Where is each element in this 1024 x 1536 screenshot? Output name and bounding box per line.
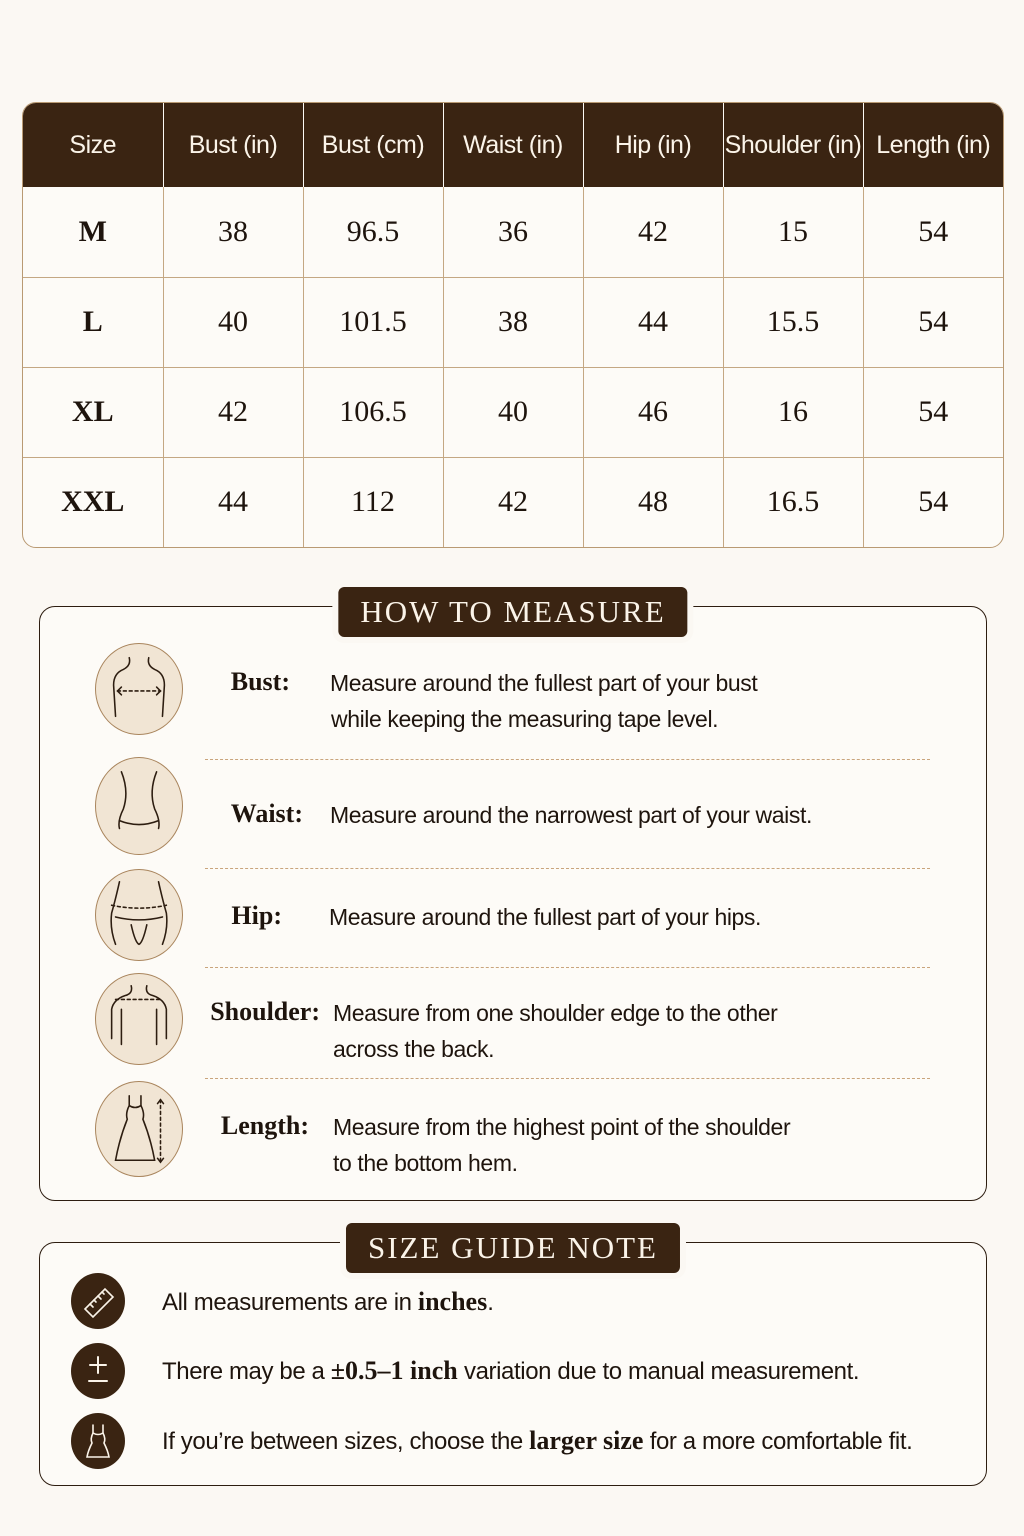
- table-header-row: [23, 103, 1003, 187]
- note-text-part: variation due to manual measurement.: [457, 1358, 860, 1385]
- cell-bust-in: 42: [163, 367, 303, 457]
- measure-text-shoulder-line1: Measure from one shoulder edge to the other: [333, 1000, 778, 1026]
- cell-hip-in: 46: [583, 367, 723, 457]
- note-text-part: All measurements are in: [162, 1289, 418, 1316]
- size-guide-note-title: SIZE GUIDE NOTE: [346, 1223, 680, 1273]
- cell-hip-in: 42: [583, 187, 723, 277]
- cell-shoulder-in: 15: [723, 187, 863, 277]
- measure-divider: [205, 967, 930, 968]
- measure-label-hip: Hip:: [231, 901, 282, 930]
- table-row: [23, 187, 1003, 277]
- cell-length-in: 54: [863, 367, 1003, 457]
- note-text-bold: inches: [417, 1287, 488, 1316]
- cell-bust-in: 40: [163, 277, 303, 367]
- measure-label-waist: Waist:: [230, 799, 303, 828]
- note-text-part: .: [487, 1289, 494, 1316]
- note-text-variation: [162, 1354, 859, 1389]
- size-guide-note-section: [39, 1230, 987, 1486]
- cell-waist-in: 40: [443, 367, 583, 457]
- measure-text-hip-line1: Measure around the fullest part of your hips.: [329, 904, 762, 930]
- note-text-part: There may be a: [162, 1358, 331, 1385]
- measure-divider: [205, 868, 930, 869]
- plus-minus-icon: [71, 1343, 125, 1399]
- note-text-part: for a more comfortable fit.: [643, 1428, 913, 1455]
- cell-waist-in: 38: [443, 277, 583, 367]
- how-to-measure-section: [39, 594, 987, 1201]
- measure-divider: [205, 1078, 930, 1079]
- measure-text-waist-line1: Measure around the narrowest part of your waist.: [330, 802, 812, 828]
- measure-label-bust: Bust:: [230, 667, 290, 696]
- cell-size: XL: [23, 367, 163, 457]
- measure-text-length-line1: Measure from the highest point of the shoulder: [333, 1114, 791, 1140]
- cell-bust-cm: 112: [303, 457, 443, 547]
- note-text-part: If you’re between sizes, choose the: [162, 1428, 530, 1455]
- table-row: [23, 277, 1003, 367]
- measure-text-bust-line2: while keeping the measuring tape level.: [331, 706, 719, 732]
- measure-label-shoulder: Shoulder:: [210, 997, 320, 1026]
- measure-text-length-line2: to the bottom hem.: [333, 1150, 518, 1176]
- cell-shoulder-in: 15.5: [723, 277, 863, 367]
- table-row: [23, 457, 1003, 547]
- note-text-bold: ±0.5–1 inch: [330, 1356, 458, 1385]
- header-bust-cm: Bust (cm): [303, 103, 443, 187]
- cell-size: XXL: [23, 457, 163, 547]
- measure-text-bust-line1: Measure around the fullest part of your bust: [330, 670, 758, 696]
- table-row: [23, 367, 1003, 457]
- cell-bust-in: 38: [163, 187, 303, 277]
- measure-divider: [205, 759, 930, 760]
- measure-text-shoulder-line2: across the back.: [333, 1036, 495, 1062]
- header-shoulder-in: Shoulder (in): [723, 103, 863, 187]
- shoulder-measure-icon: [95, 973, 183, 1065]
- cell-shoulder-in: 16: [723, 367, 863, 457]
- cell-length-in: 54: [863, 277, 1003, 367]
- cell-bust-cm: 101.5: [303, 277, 443, 367]
- cell-size: M: [78, 214, 107, 248]
- header-size: Size: [69, 130, 117, 159]
- measure-label-length: Length:: [220, 1111, 309, 1140]
- how-to-measure-title: HOW TO MEASURE: [338, 587, 687, 637]
- header-hip-in: Hip (in): [583, 103, 723, 187]
- cell-hip-in: 48: [583, 457, 723, 547]
- cell-waist-in: 42: [443, 457, 583, 547]
- ruler-icon: [71, 1273, 125, 1329]
- dress-icon: [71, 1413, 125, 1469]
- cell-length-in: 54: [863, 187, 1003, 277]
- length-measure-icon: [95, 1081, 183, 1177]
- cell-size: L: [23, 277, 163, 367]
- header-bust-in: Bust (in): [163, 103, 303, 187]
- note-text-bold: larger size: [529, 1426, 644, 1455]
- cell-bust-in: 44: [163, 457, 303, 547]
- cell-waist-in: 36: [443, 187, 583, 277]
- note-text-units: [162, 1285, 493, 1320]
- bust-measure-icon: [95, 643, 183, 735]
- cell-bust-cm: 96.5: [303, 187, 443, 277]
- hip-measure-icon: [95, 869, 183, 961]
- note-text-between-sizes: [162, 1424, 912, 1459]
- size-chart-table: [22, 102, 1004, 548]
- cell-bust-cm: 106.5: [303, 367, 443, 457]
- header-length-in: Length (in): [863, 103, 1003, 187]
- cell-length-in: 54: [863, 457, 1003, 547]
- cell-shoulder-in: 16.5: [723, 457, 863, 547]
- waist-measure-icon: [95, 757, 183, 855]
- header-waist-in: Waist (in): [443, 103, 583, 187]
- cell-hip-in: 44: [583, 277, 723, 367]
